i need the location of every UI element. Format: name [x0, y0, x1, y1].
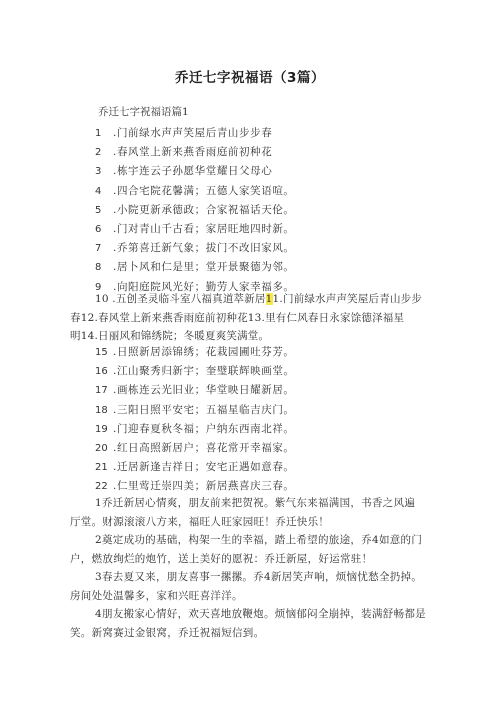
list-item [95, 143, 435, 162]
wrapped-line-3: 明14.日丽风和锦绣院；冬暖夏爽笑满堂。 [70, 330, 270, 342]
section-heading: 乔迁七字祝福语篇1 [98, 106, 189, 118]
item-text: .向阳庭院风光好；勤劳人家幸福多。 [113, 280, 295, 293]
list-item [95, 439, 435, 458]
wrapped-line-1 [95, 290, 435, 309]
list-item [95, 162, 435, 181]
item-number: 3 [95, 166, 102, 178]
paragraph-first-line: 1乔迁新居心情爽，朋友前来把贺祝。紫气东来福满国，书香之风遍 [95, 497, 416, 509]
list-item [95, 201, 435, 220]
paragraph [70, 531, 435, 568]
item-number: 15 [95, 347, 108, 358]
item-text: .栋宇连云子孙愿华堂耀日父母心 [113, 165, 273, 178]
list-item [95, 362, 435, 381]
paragraph [70, 494, 435, 531]
item-number: 4 [95, 185, 102, 197]
paragraph [70, 605, 435, 642]
paragraph-line: 厅堂。财源滚滚八方来，福旺人旺家园旺！乔迁快乐！ [70, 515, 330, 528]
blessing-list [95, 124, 435, 297]
item-text: .小院更新承德政；合家祝福话天伦。 [113, 203, 295, 216]
list-item [95, 220, 435, 239]
list-item [95, 239, 435, 258]
item-text: .迁居新逢吉祥日；安宅正遇如意春。 [113, 461, 295, 474]
page-title: 乔迁七字祝福语（3篇） [175, 70, 325, 86]
item-text: .居卜风和仁是里；堂开景聚德为邻。 [113, 261, 295, 274]
paragraph-first-line: 2奠定成功的基础，构架一生的幸福，踏上希望的旅途，乔4如意的门 [95, 534, 423, 546]
item-number: 22 [95, 481, 108, 493]
item-number: 5 [95, 204, 102, 216]
item-number: 9 [95, 281, 102, 293]
item-text: .仁里莺迁崇四美；新居燕喜庆三春。 [113, 480, 295, 493]
item-text: .日照新居添锦绣；花栽园圃吐芬芳。 [113, 346, 295, 358]
item-text: .三阳日照平安宅；五福星临吉庆门。 [113, 403, 295, 416]
list-item [95, 458, 435, 477]
item-text: .江山聚秀归新宇；奎璧联辉映画堂。 [113, 365, 295, 378]
text-highlight: 1 [265, 293, 273, 305]
item-text: .门对青山千古看；家居旺地四时新。 [113, 222, 295, 235]
item-number: 1 [95, 128, 102, 139]
list-item [95, 182, 435, 201]
list-item [95, 258, 435, 277]
item-text: .红日高照新居户；喜花常开幸福家。 [113, 441, 295, 454]
item-number: 6 [95, 223, 102, 235]
item-number: 21 [95, 462, 108, 474]
item-text: .门迎春夏秋冬福；户纳东西南北祥。 [113, 422, 295, 435]
paragraph-first-line: 4朋友搬家心情好，欢天喜地放鞭炮。烦恼郁闷全崩掉，装满舒畅都是 [95, 608, 426, 620]
list-item [95, 124, 435, 143]
item-number: 20 [95, 442, 108, 454]
item-text: .春风堂上新来燕香雨庭前初种花 [113, 146, 273, 159]
paragraph-line: 笑。新窝赛过金银窝，乔迁祝福短信到。 [70, 626, 265, 639]
text-run: 10 .五创圣灵临斗室八福真道萃新居 [95, 293, 266, 305]
paragraph-line: 房间处处温馨多，家和兴旺喜洋洋。 [70, 589, 243, 602]
list-item [95, 401, 435, 420]
blessing-list-continued [95, 343, 435, 497]
item-text: .画栋连云光旧业；华堂映日耀新居。 [113, 384, 295, 397]
item-number: 2 [95, 147, 102, 159]
paragraph [70, 568, 435, 605]
list-item [95, 343, 435, 362]
wrapped-line-2: 春12.春风堂上新来燕香雨庭前初种花13.里有仁风春日永家馀德泽福星 [70, 311, 405, 324]
list-item [95, 381, 435, 400]
item-number: 7 [95, 243, 102, 255]
wrapped-item-10 [70, 290, 435, 346]
paragraph-first-line: 3春去夏又来，朋友喜事一摞摞。乔4新居笑声响，烦恼忧愁全扔掉。 [95, 571, 423, 583]
item-number: 17 [95, 385, 108, 397]
item-text: .门前绿水声声笑屋后青山步步春 [113, 127, 273, 139]
list-item [95, 420, 435, 439]
paragraph-line: 户，燃放绚烂的炮竹，送上美好的愿祝：乔迁新屋，好运常驻！ [70, 552, 373, 565]
item-number: 18 [95, 404, 108, 416]
item-number: 19 [95, 423, 108, 435]
item-text: .乔第喜迁新气象；拔门不改旧家风。 [113, 242, 295, 255]
item-number: 8 [95, 262, 102, 274]
item-text: .四合宅院花馨满；五德人家笑语喧。 [113, 184, 295, 197]
item-number: 16 [95, 366, 108, 378]
text-run: 1.门前绿水声声笑屋后青山步步 [272, 293, 423, 305]
